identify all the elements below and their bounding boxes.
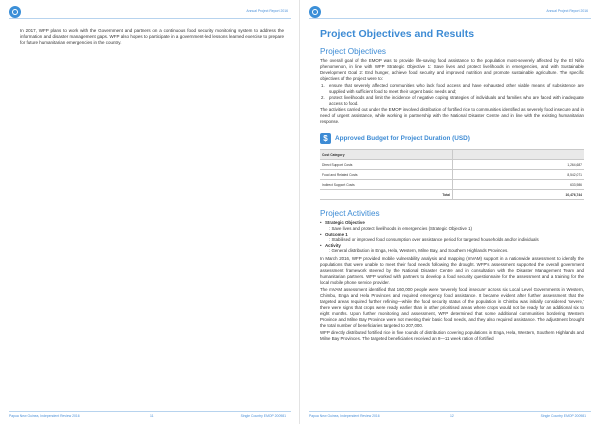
item-description: : Stabilised or improved food consumption over assistance period for targeted households and/or individuals bbox=[329, 237, 539, 243]
objectives-list bbox=[320, 83, 584, 107]
table-cell-label: Indirect Support Costs bbox=[320, 180, 453, 190]
item-description: : General distribution in Enga, Hela, Western, Milne Bay, and Southern Highlands Provinces. bbox=[329, 248, 509, 254]
table-total-row bbox=[320, 190, 584, 200]
list-item bbox=[320, 83, 584, 95]
header-rule bbox=[9, 18, 291, 19]
right-page bbox=[300, 0, 600, 424]
page-number: 12 bbox=[450, 414, 454, 418]
table-header-row bbox=[320, 150, 584, 160]
money-bag-icon: $ bbox=[320, 133, 331, 144]
list-number: 2. bbox=[321, 94, 325, 100]
bullet-icon: • bbox=[320, 231, 322, 237]
activities-list bbox=[320, 220, 584, 254]
table-total-value: 10,476,744 bbox=[453, 190, 585, 200]
table-row bbox=[320, 170, 584, 180]
table-cell-value: 633,986 bbox=[453, 180, 585, 190]
table-cell-label: Food and Related Costs bbox=[320, 170, 453, 180]
list-text: protect livelihoods and limit the incidence of negative coping strategies of individuals and families who are faced with inadequate access to food. bbox=[329, 94, 584, 106]
intro-paragraph: In 2017, WFP plans to work with the Government and partners on a continuous food security monitoring system to address the information and disaster management gaps. WFP also hopes to participate in a government-led lessons learned exercise to prepare for future humanitarian emergencies in the country. bbox=[20, 28, 284, 45]
bullet-icon: • bbox=[320, 242, 322, 248]
footer-rule bbox=[9, 411, 291, 412]
mvam-paragraph: In March 2016, WFP provided mobile vulnerability analysis and mapping (mVAM) support in a nationwide assessment to identify the populations that were unable to meet their food needs following the drought. WFP's assessment supported the overall government assessment framework steered by the National Disaster Centre and in consultation with the Disaster Management Team and humanitarian partners. WFP worked with partners to develop a food security questionnaire for the assessment and a training for the local mobile phone service provider. bbox=[320, 256, 584, 285]
wfp-logo bbox=[309, 6, 321, 18]
budget-title: Approved Budget for Project Duration (USD) bbox=[335, 135, 470, 143]
wfp-logo bbox=[9, 6, 21, 18]
footer-left-text: Papua New Guinea, Independent Review 2016 bbox=[9, 414, 80, 418]
bullet-icon: • bbox=[320, 220, 322, 226]
table-cell-value: 8,542,071 bbox=[453, 170, 585, 180]
list-item bbox=[320, 220, 584, 231]
right-page-content bbox=[320, 28, 584, 343]
assessment-paragraph: The mVAM assessment identified that 160,000 people were 'severely food insecure' across six Local Level Governments in Western, Chimbu, Enga and Hela Provinces and required emergency food assistance. It became evident after further assessment that the targeted areas required further refining—while the food security status of the population in Chimbu was initially considered 'severe,' there were signs that crops were ready earlier than in other prioritised areas where crops would not be ready for an additional six to eight months. Upon further monitoring and assessment, WFP determined that some additional communities bordering Western Province and Milne Bay Province were not meeting their basic food needs, and they also required assistance. The adjustment brought the total number of beneficiaries targeted to 207,000. bbox=[320, 287, 584, 328]
list-item bbox=[320, 232, 584, 243]
list-text: ensure that severely affected communities who lack food access and have exhausted other viable means of subsistence are supplied with sufficient food to meet their urgent basic needs and; bbox=[329, 83, 584, 95]
footer-left-text: Papua New Guinea, Independent Review 2016 bbox=[309, 414, 380, 418]
list-item bbox=[320, 95, 584, 107]
list-item bbox=[320, 243, 584, 254]
list-number: 1. bbox=[321, 83, 325, 89]
page-title: Project Objectives and Results bbox=[320, 28, 475, 40]
table-cell-value: 1,264,687 bbox=[453, 160, 585, 170]
header-text: Annual Project Report 2016 bbox=[546, 9, 588, 13]
footer-right-text: Single Country EMOP 200981 bbox=[540, 414, 586, 418]
distribution-paragraph: WFP directly distributed fortified rice in five rounds of distribution covering populations in Enga, Hela, Western, Southern Highlands and Milne Bay Provinces. The targeted beneficiaries received an 8—11 week ration of fortified bbox=[320, 329, 584, 341]
activities-heading: Project Activities bbox=[320, 209, 380, 219]
objectives-heading: Project Objectives bbox=[320, 47, 386, 56]
table-row bbox=[320, 160, 584, 170]
header-text: Annual Project Report 2016 bbox=[246, 9, 288, 13]
table-header-cell bbox=[453, 150, 585, 160]
table-total-label: Total bbox=[320, 190, 453, 200]
table-cell-label: Direct Support Costs bbox=[320, 160, 453, 170]
item-title: Strategic Objective bbox=[325, 220, 365, 226]
objectives-paragraph: The overall goal of the EMOP was to provide life-saving food assistance to the population most-severely affected by the El Niño phenomenon, in line with WFP Strategic Objective 1: Save lives and protect livelihoods in emergencies, and with Sustainable Development Goal 2: End hunger, achieve food security and improved nutrition and promote sustainable agriculture. The specific objectives of the project were to: bbox=[320, 58, 584, 81]
header-rule bbox=[309, 18, 591, 19]
item-title: Activity bbox=[325, 242, 341, 248]
item-description: : Save lives and protect livelihoods in emergencies (Strategic Objective 1) bbox=[329, 226, 473, 232]
table-header-cell: Cost Category bbox=[320, 150, 453, 160]
footer-rule bbox=[309, 411, 591, 412]
page-number: 11 bbox=[150, 414, 154, 418]
table-row bbox=[320, 180, 584, 190]
activities-summary-paragraph: The activities carried out under the EMOP involved distribution of fortified rice to communities identified as severely food insecure and in need of urgent assistance, while working in partnership with the National Disaster Centre and in line with the existing humanitarian response. bbox=[320, 106, 584, 124]
footer-right-text: Single Country EMOP 200981 bbox=[240, 414, 286, 418]
item-title: Outcome 1 bbox=[325, 231, 348, 237]
budget-heading bbox=[320, 133, 584, 144]
budget-table bbox=[320, 149, 584, 200]
